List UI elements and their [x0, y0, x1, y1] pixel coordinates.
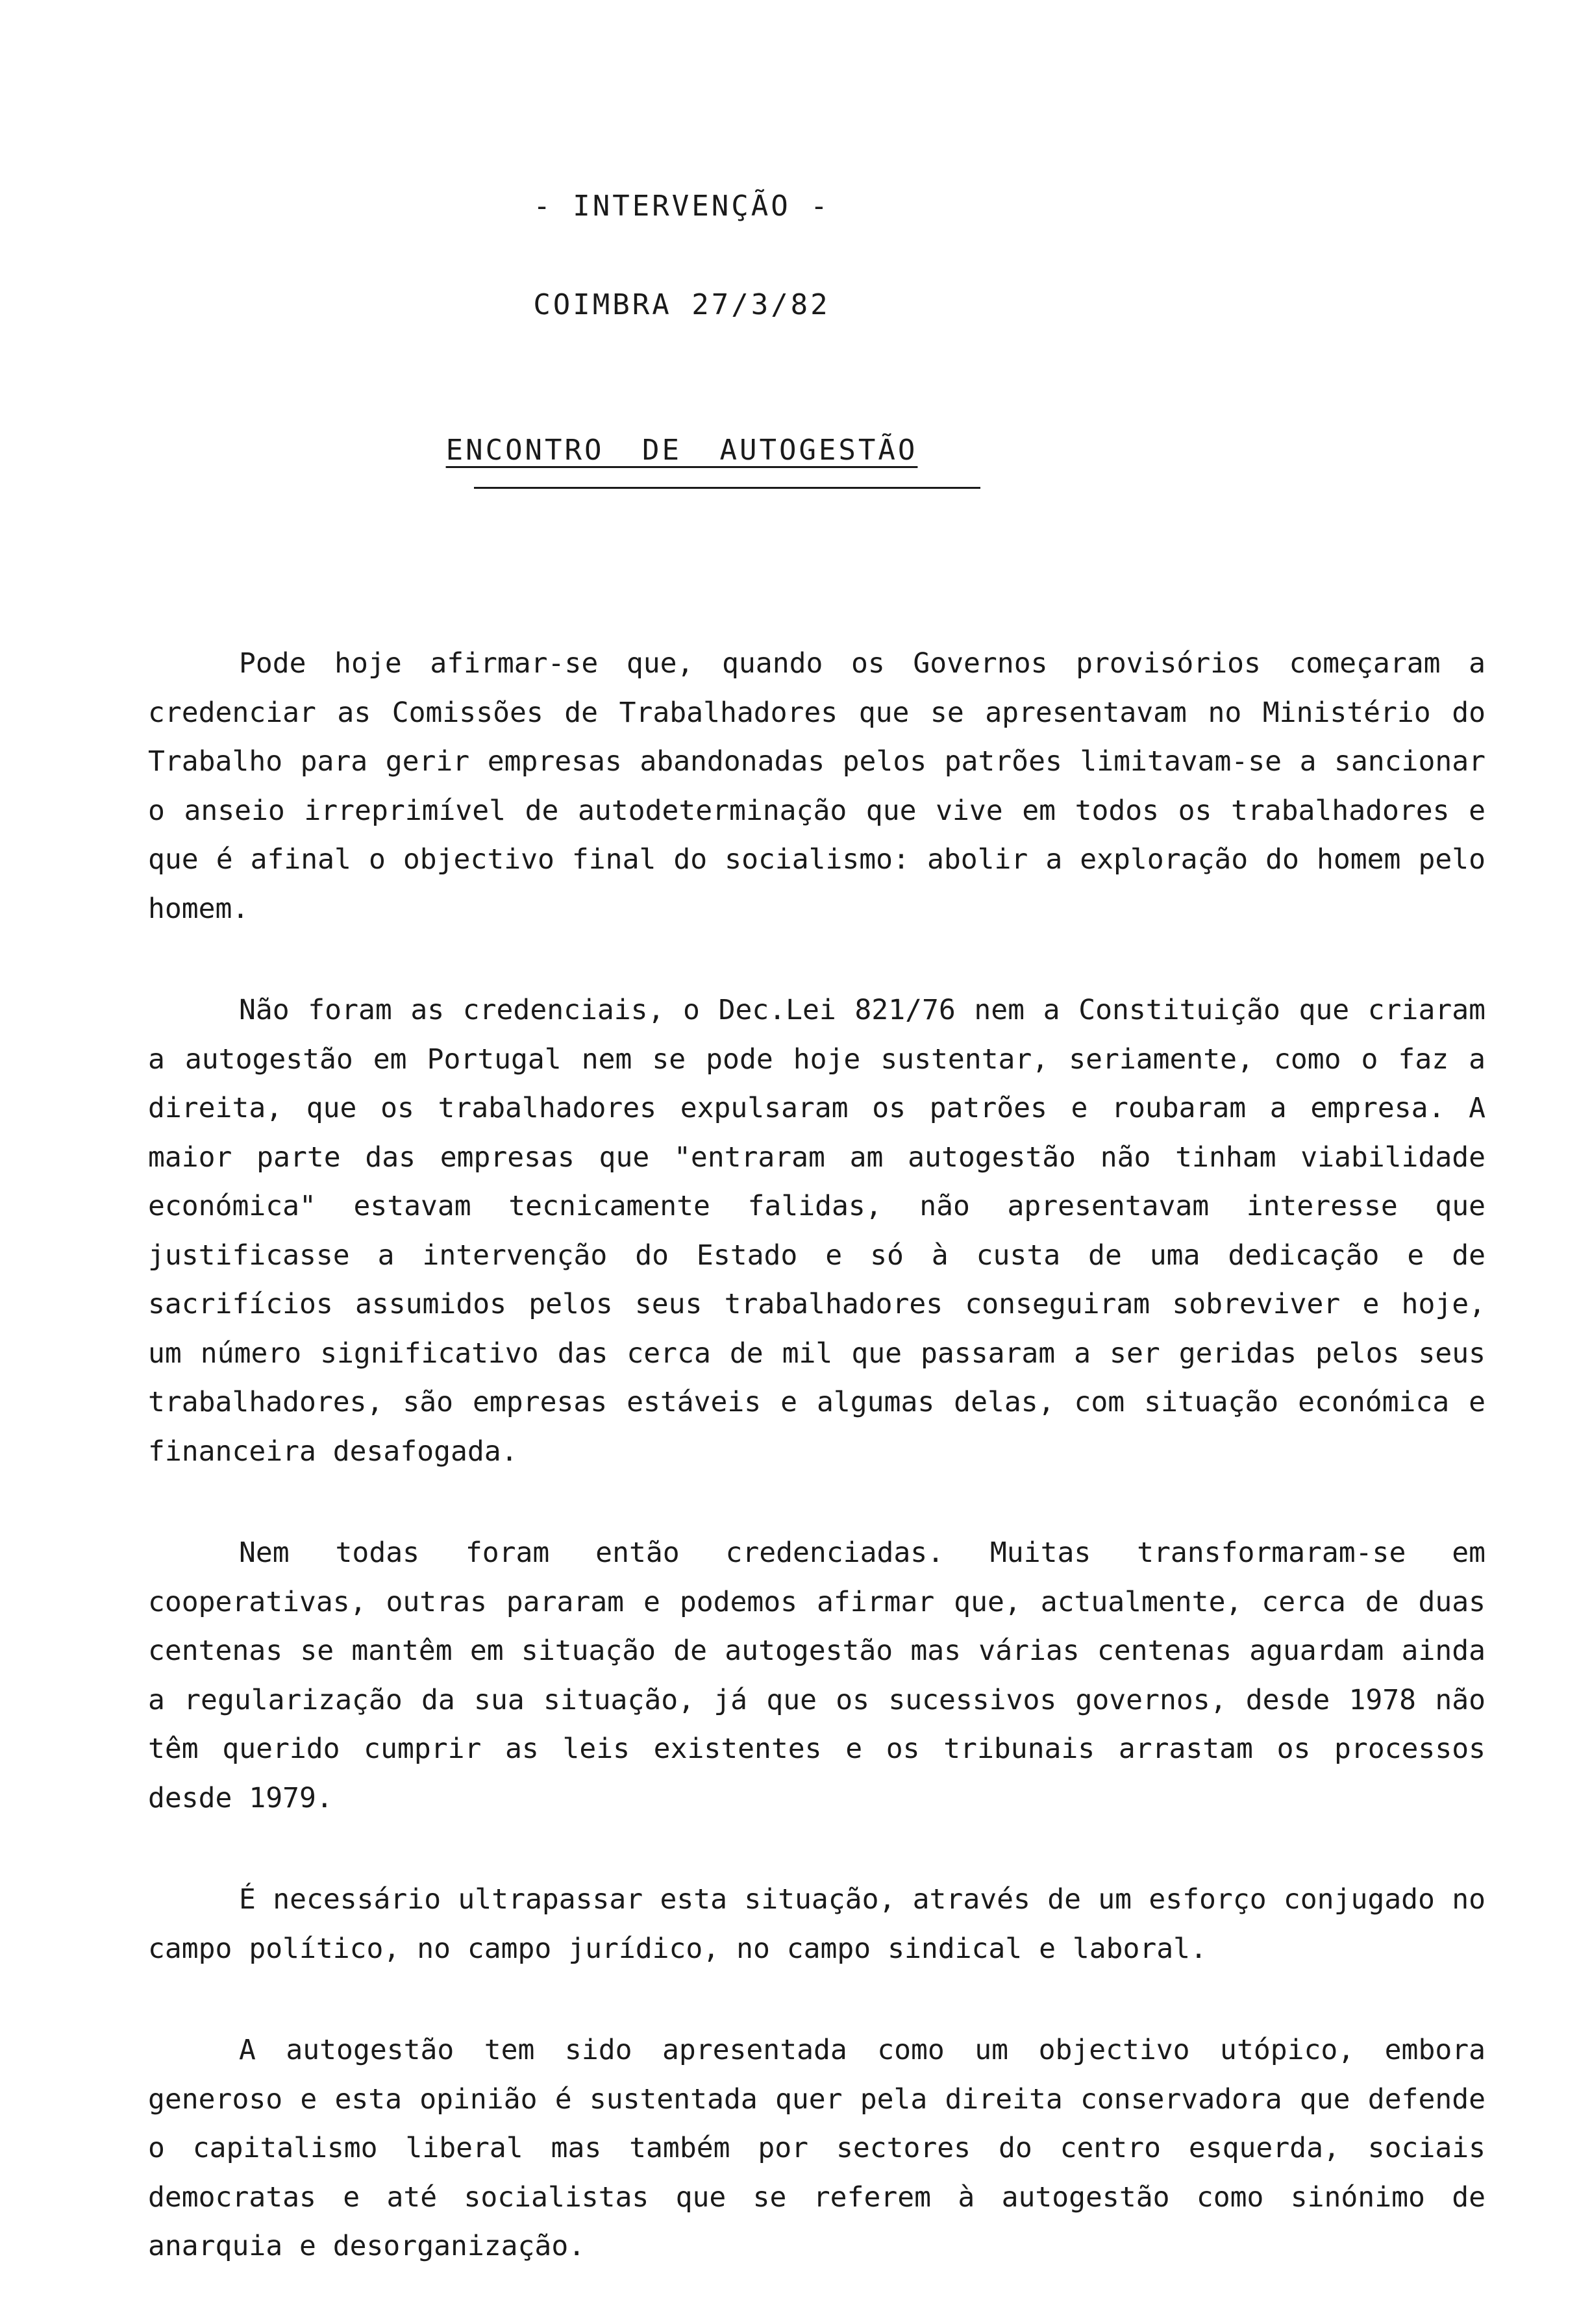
paragraph-1: Pode hoje afirmar-se que, quando os Governos provisórios começaram a credenciar as Comissões de Trabalhadores que se apresentavam no Ministério do Trabalho para gerir empresas abandonadas pelos patrões limitavam-se a sancionar o anseio irreprimível de autodeterminação que vive em todos os trabalhadores e que é afinal o objectivo final do socialismo: abolir a exploração do homem pelo homem. [148, 647, 1486, 925]
body-text [148, 639, 1486, 2324]
subject-heading-text: ENCONTRO DE AUTOGESTÃO [445, 434, 918, 467]
paragraph-5: A autogestão tem sido apresentada como um objectivo utópico, embora generoso e esta opinião é sustentada quer pela direita conservadora que defende o capitalismo liberal mas também por sectores do centro esquerda, sociais democratas e até socialistas que se referem à autogestão como sinónimo de anarquia e desorganização. [148, 2034, 1486, 2262]
paragraph-3: Nem todas foram então credenciadas. Muitas transformaram-se em cooperativas, outras pararam e podemos afirmar que, actualmente, cerca de duas centenas se mantêm em situação de autogestão mas várias centenas aguardam ainda a regularização da sua situação, já que os sucessivos governos, desde 1978 não têm querido cumprir as leis existentes e os tribunais arrastam os processos desde 1979. [148, 1537, 1486, 1814]
paragraph-2: Não foram as credenciais, o Dec.Lei 821/76 nem a Constituição que criaram a autogestão em Portugal nem se pode hoje sustentar, seriamente, como o faz a direita, que os trabalhadores expulsaram os patrões e roubaram a empresa. A maior parte das empresas que "entraram am autogestão não tinham viabilidade económica" estavam tecnicamente falidas, não apresentavam interesse que justificasse a intervenção do Estado e só à custa de uma dedicação e de sacrifícios assumidos pelos seus trabalhadores conseguiram sobreviver e hoje, um número significativo das cerca de mil que passaram a ser geridas pelos seus trabalhadores, são empresas estáveis e algumas delas, com situação económica e financeira desafogada. [148, 994, 1486, 1468]
place-date: COIMBRA 27/3/82 [533, 288, 830, 321]
subject-heading [0, 434, 1363, 467]
paragraph-4: É necessário ultrapassar esta situação, através de um esforço conjugado no campo político, no campo jurídico, no campo sindical e laboral. [148, 1883, 1486, 1965]
document-title: - INTERVENÇÃO - [533, 190, 830, 223]
heading-rule [474, 487, 980, 489]
